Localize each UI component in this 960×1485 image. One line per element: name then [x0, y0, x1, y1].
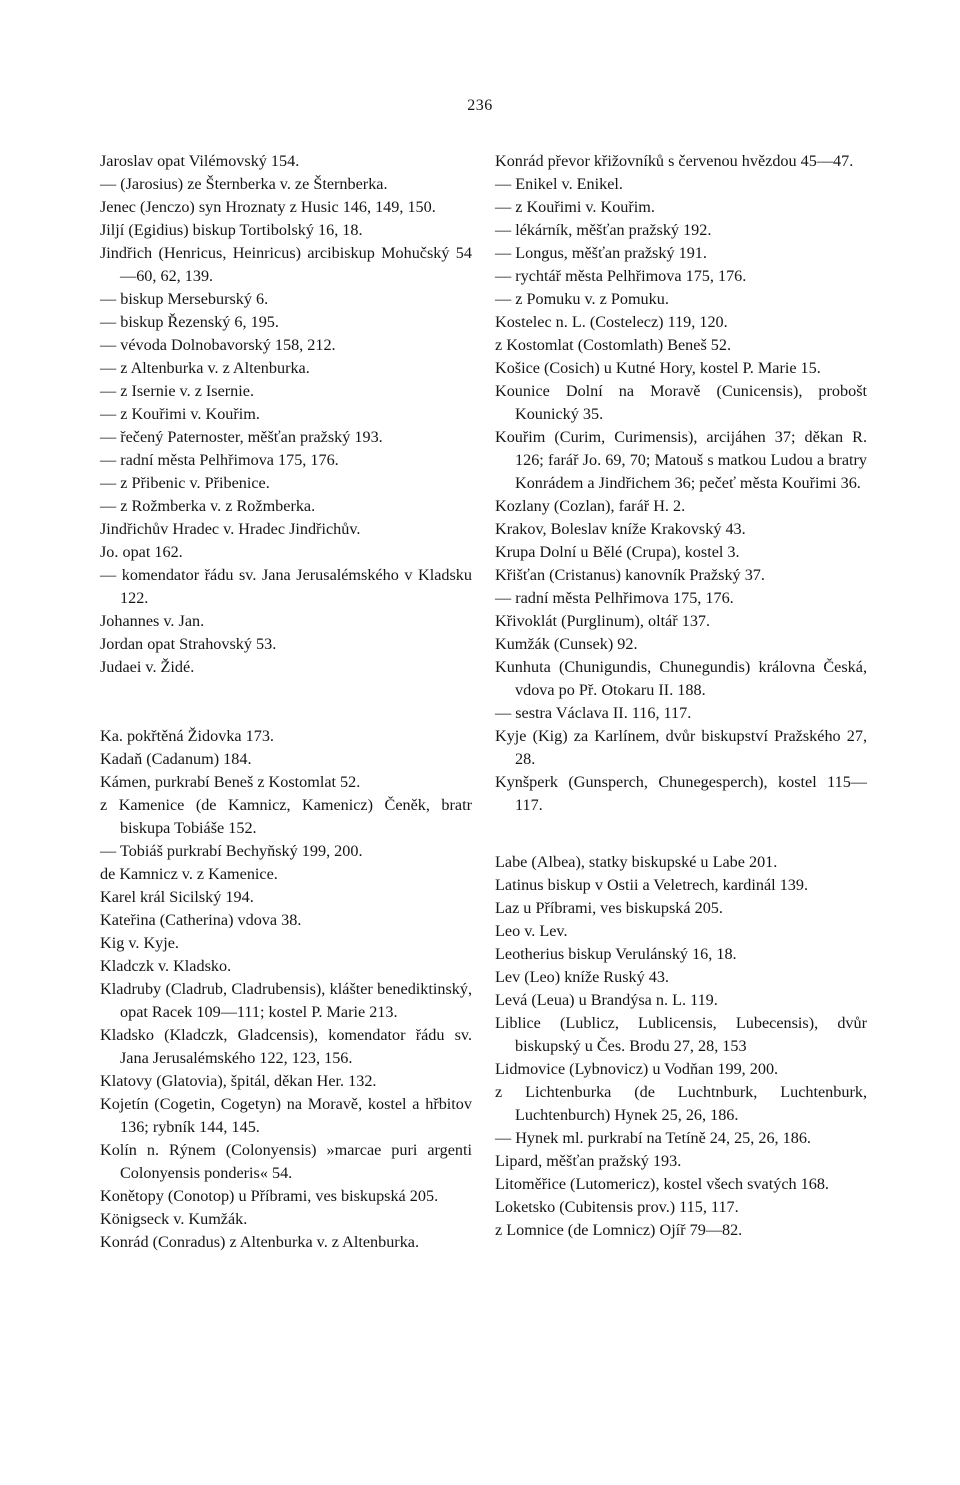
- index-entry: Kladruby (Cladrub, Cladrubensis), klášter benediktinský, opat Racek 109—111; kostel P. Marie 213.: [100, 980, 472, 1021]
- index-entry: Lidmovice (Lybnovicz) u Vodňan 199, 200.: [495, 1060, 779, 1078]
- index-entry: — vévoda Dolnobavorský 158, 212.: [100, 336, 336, 354]
- index-entry: z Lomnice (de Lomnicz) Ojíř 79—82.: [495, 1221, 743, 1239]
- page-number: 236: [467, 97, 493, 114]
- index-entry: Kámen, purkrabí Beneš z Kostomlat 52.: [100, 773, 361, 791]
- index-entry: Konrád (Conradus) z Altenburka v. z Altenburka.: [100, 1233, 420, 1251]
- index-entry: Lev (Leo) kníže Ruský 43.: [495, 968, 669, 986]
- index-entry: — sestra Václava II. 116, 117.: [495, 704, 692, 722]
- section-gap: [495, 817, 867, 851]
- index-entry: Křišťan (Cristanus) kanovník Pražský 37.: [495, 566, 765, 584]
- index-entry: Leo v. Lev.: [495, 922, 568, 940]
- index-entry: Kladczk v. Kladsko.: [100, 957, 232, 975]
- index-entry: — z Pomuku v. z Pomuku.: [495, 290, 669, 308]
- index-entry: — radní města Pelhřimova 175, 176.: [495, 589, 734, 607]
- index-entry: Kadaň (Cadanum) 184.: [100, 750, 252, 768]
- index-entry: Krakov, Boleslav kníže Krakovský 43.: [495, 520, 746, 538]
- index-entry: Laz u Příbrami, ves biskupská 205.: [495, 899, 723, 917]
- index-entry: Konětopy (Conotop) u Příbrami, ves biskupská 205.: [100, 1187, 439, 1205]
- index-entry: z Kostomlat (Costomlath) Beneš 52.: [495, 336, 732, 354]
- index-entry: — z Isernie v. z Isernie.: [100, 382, 255, 400]
- index-entry: — radní města Pelhřimova 175, 176.: [100, 451, 339, 469]
- index-entry: — Tobiáš purkrabí Bechyňský 199, 200.: [100, 842, 363, 860]
- index-entry: Kojetín (Cogetin, Cogetyn) na Moravě, kostel a hřbitov 136; rybník 144, 145.: [100, 1095, 472, 1136]
- left-group-k: [100, 725, 472, 1254]
- index-entry: Karel král Sicilský 194.: [100, 888, 254, 906]
- index-entry: Königseck v. Kumžák.: [100, 1210, 248, 1228]
- index-entry: z Lichtenburka (de Luchtnburk, Luchtenburk, Luchtenburch) Hynek 25, 26, 186.: [495, 1083, 867, 1124]
- index-entry: — Longus, měšťan pražský 191.: [495, 244, 707, 262]
- index-entry: — (Jarosius) ze Šternberka v. ze Šternberka.: [100, 175, 388, 193]
- index-entry: Jordan opat Strahovský 53.: [100, 635, 277, 653]
- index-entry: — Enikel v. Enikel.: [495, 175, 623, 193]
- index-entry: Liblice (Lublicz, Lublicensis, Lubecensis), dvůr biskupský u Čes. Brodu 27, 28, 153: [495, 1014, 867, 1055]
- index-entry: — komendator řádu sv. Jana Jerusalémského v Kladsku 122.: [100, 566, 472, 607]
- index-entry: Košice (Cosich) u Kutné Hory, kostel P. Marie 15.: [495, 359, 821, 377]
- index-entry: Kozlany (Cozlan), farář H. 2.: [495, 497, 686, 515]
- index-entry: Johannes v. Jan.: [100, 612, 205, 630]
- index-entry: Jenec (Jenczo) syn Hroznaty z Husic 146, 149, 150.: [100, 198, 436, 216]
- left-group-j: [100, 150, 472, 679]
- left-column: [100, 150, 472, 1254]
- index-entry: Ka. pokřtěná Židovka 173.: [100, 727, 274, 745]
- index-entry: — lékárník, měšťan pražský 192.: [495, 221, 712, 239]
- index-entry: Kyje (Kig) za Karlínem, dvůr biskupství Pražského 27, 28.: [495, 727, 867, 768]
- index-entry: Jindřich (Henricus, Heinricus) arcibiskup Mohučský 54—60, 62, 139.: [100, 244, 472, 285]
- index-entry: Jaroslav opat Vilémovský 154.: [100, 152, 300, 170]
- index-entry: — z Kouřimi v. Kouřim.: [495, 198, 655, 216]
- index-entry: Labe (Albea), statky biskupské u Labe 201.: [495, 853, 778, 871]
- index-entry: Jindřichův Hradec v. Hradec Jindřichův.: [100, 520, 361, 538]
- index-entry: Kolín n. Rýnem (Colonyensis) »marcae puri argenti Colonyensis ponderis« 54.: [100, 1141, 472, 1182]
- index-entry: z Kamenice (de Kamnicz, Kamenicz) Čeněk, bratr biskupa Tobiáše 152.: [100, 796, 472, 837]
- index-entry: Kateřina (Catherina) vdova 38.: [100, 911, 302, 929]
- index-entry: Kig v. Kyje.: [100, 934, 179, 952]
- index-entry: Loketsko (Cubitensis prov.) 115, 117.: [495, 1198, 739, 1216]
- right-column: [495, 150, 867, 1242]
- index-entry: Jo. opat 162.: [100, 543, 183, 561]
- index-entry: — z Kouřimi v. Kouřim.: [100, 405, 260, 423]
- index-entry: Litoměřice (Lutomericz), kostel všech svatých 168.: [495, 1175, 829, 1193]
- index-entry: Judaei v. Židé.: [100, 658, 195, 676]
- right-group-k: [495, 150, 867, 817]
- index-entry: Kumžák (Cunsek) 92.: [495, 635, 638, 653]
- right-group-l: [495, 851, 867, 1242]
- index-entry: Kunhuta (Chunigundis, Chunegundis) královna Česká, vdova po Př. Otokaru II. 188.: [495, 658, 867, 699]
- index-entry: Krupa Dolní u Bělé (Crupa), kostel 3.: [495, 543, 740, 561]
- index-entry: de Kamnicz v. z Kamenice.: [100, 865, 278, 883]
- index-entry: Klatovy (Glatovia), špitál, děkan Her. 132.: [100, 1072, 377, 1090]
- index-entry: Jiljí (Egidius) biskup Tortibolský 16, 18.: [100, 221, 363, 239]
- index-entry: — z Přibenic v. Přibenice.: [100, 474, 270, 492]
- index-entry: Leotherius biskup Verulánský 16, 18.: [495, 945, 737, 963]
- index-entry: — biskup Řezenský 6, 195.: [100, 313, 279, 331]
- index-entry: Levá (Leua) u Brandýsa n. L. 119.: [495, 991, 718, 1009]
- index-entry: Kynšperk (Gunsperch, Chunegesperch), kostel 115—117.: [495, 773, 867, 814]
- index-entry: Latinus biskup v Ostii a Veletrech, kardinál 139.: [495, 876, 809, 894]
- index-entry: Křivoklát (Purglinum), oltář 137.: [495, 612, 711, 630]
- section-gap: [100, 679, 472, 725]
- index-entry: Kostelec n. L. (Costelecz) 119, 120.: [495, 313, 728, 331]
- index-entry: Kouřim (Curim, Curimensis), arcijáhen 37; děkan R. 126; farář Jo. 69, 70; Matouš s matkou Ludou a bratry Konrádem a Jindřichem 36; pečeť města Kouřimi 36.: [495, 428, 867, 492]
- index-entry: — řečený Paternoster, měšťan pražský 193.: [100, 428, 383, 446]
- index-entry: — rychtář města Pelhřimova 175, 176.: [495, 267, 747, 285]
- index-entry: Konrád převor křižovníků s červenou hvězdou 45—47.: [495, 152, 854, 170]
- index-entry: — z Rožmberka v. z Rožmberka.: [100, 497, 316, 515]
- index-entry: — z Altenburka v. z Altenburka.: [100, 359, 310, 377]
- index-entry: — Hynek ml. purkrabí na Tetíně 24, 25, 26, 186.: [495, 1129, 811, 1147]
- index-entry: Kladsko (Kladczk, Gladcensis), komendator řádu sv. Jana Jerusalémského 122, 123, 156.: [100, 1026, 472, 1067]
- index-entry: Kounice Dolní na Moravě (Cunicensis), probošt Kounický 35.: [495, 382, 867, 423]
- index-entry: — biskup Merseburský 6.: [100, 290, 269, 308]
- index-entry: Lipard, měšťan pražský 193.: [495, 1152, 682, 1170]
